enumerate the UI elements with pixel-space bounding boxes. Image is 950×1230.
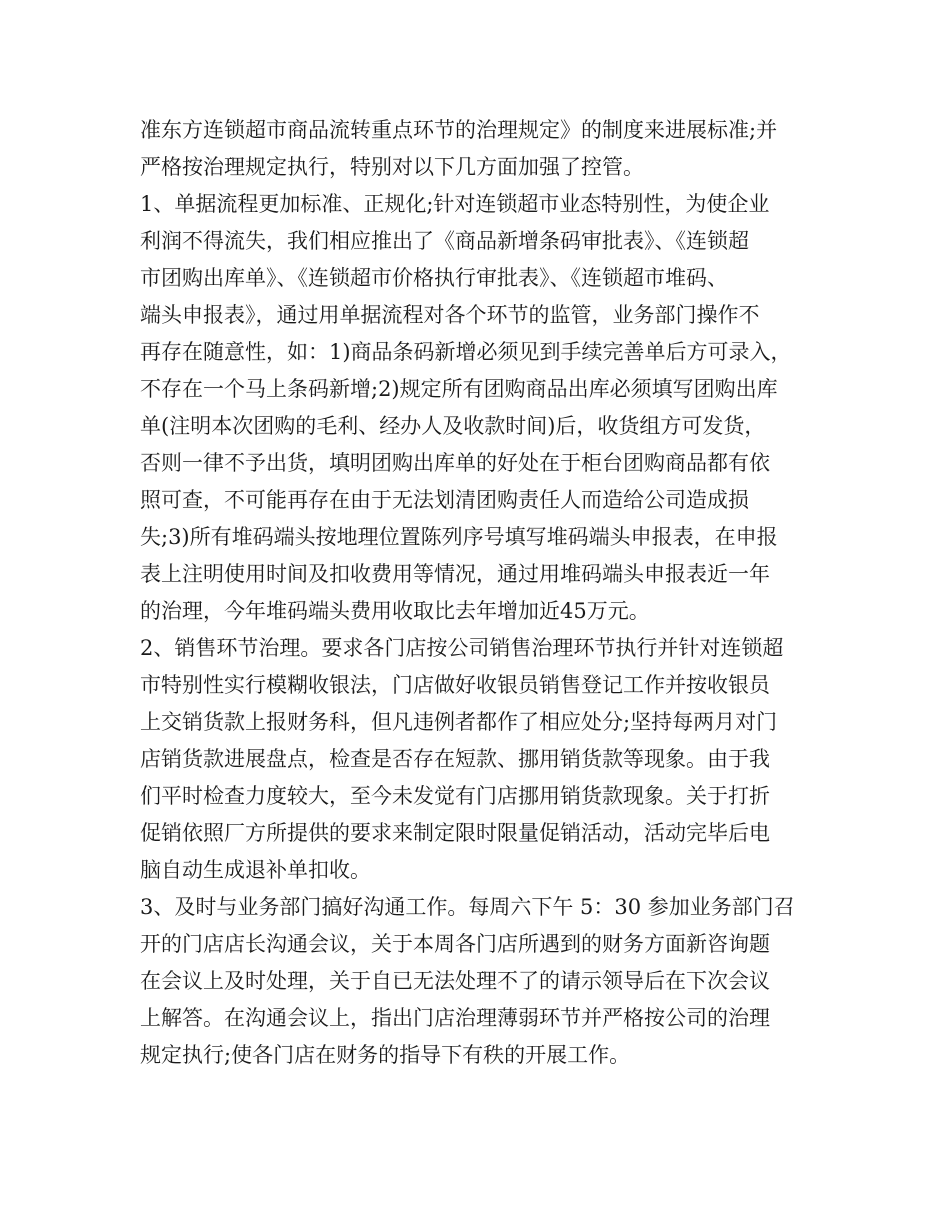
text-line: 开的门店店长沟通会议，关于本周各门店所遇到的财务方面新咨询题 [140,932,770,956]
text-line: 利润不得流失，我们相应推出了《商品新增条码审批表》、《连锁超 [140,229,749,253]
text-line: 规定执行;使各门店在财务的指导下有秩的开展工作。 [140,1043,631,1067]
text-line: 上交销货款上报财务科，但凡违例者都作了相应处分;坚持每两月对门 [140,710,778,734]
text-line: 否则一律不予出货，填明团购出库单的好处在于柜台团购商品都有依 [140,451,770,475]
text-line: 不存在一个马上条码新增;2)规定所有团购商品出库必须填写团购出库 [140,377,778,401]
body-text [140,112,830,1074]
text-line: 单(注明本次团购的毛利、经办人及收款时间)后，收货组方可发货， [140,414,766,438]
text-line: 再存在随意性，如：1)商品条码新增必须见到手续完善单后方可录入， [140,340,792,364]
text-line: 上解答。在沟通会议上，指出门店治理薄弱环节并严格按公司的治理 [140,1006,770,1030]
text-line: 1、单据流程更加标准、正规化;针对连锁超市业态特别性，为使企业 [140,192,770,216]
text-line: 们平时检查力度较大，至今未发觉有门店挪用销货款现象。关于打折 [140,784,770,808]
text-line: 照可查，不可能再存在由于无法划清团购责任人而造给公司造成损 [140,488,749,512]
text-line: 促销依照厂方所提供的要求来制定限时限量促销活动，活动完毕后电 [140,821,770,845]
text-line: 店销货款进展盘点，检查是否存在短款、挪用销货款等现象。由于我 [140,747,770,771]
text-line: 端头申报表》，通过用单据流程对各个环节的监管，业务部门操作不 [140,303,760,327]
text-line: 市团购出库单》、《连锁超市价格执行审批表》、《连锁超市堆码、 [140,266,728,290]
text-line: 2、销售环节治理。要求各门店按公司销售治理环节执行并针对连锁超 [140,636,784,660]
text-line: 准东方连锁超市商品流转重点环节的治理规定》的制度来进展标准;并 [140,118,778,142]
text-line: 3、及时与业务部门搞好沟通工作。每周六下午 5：30 参加业务部门召 [140,895,795,919]
text-line: 表上注明使用时间及扣收费用等情况，通过用堆码端头申报表近一年 [140,562,770,586]
text-line: 严格按治理规定执行，特别对以下几方面加强了控管。 [140,155,644,179]
text-line: 在会议上及时处理，关于自已无法处理不了的请示领导后在下次会议 [140,969,770,993]
text-line: 市特别性实行模糊收银法，门店做好收银员销售登记工作并按收银员 [140,673,770,697]
text-line: 脑自动生成退补单扣收。 [140,858,371,882]
text-line: 失;3)所有堆码端头按地理位置陈列序号填写堆码端头申报表，在申报 [140,525,778,549]
text-line: 的治理，今年堆码端头费用收取比去年增加近45万元。 [140,599,650,623]
